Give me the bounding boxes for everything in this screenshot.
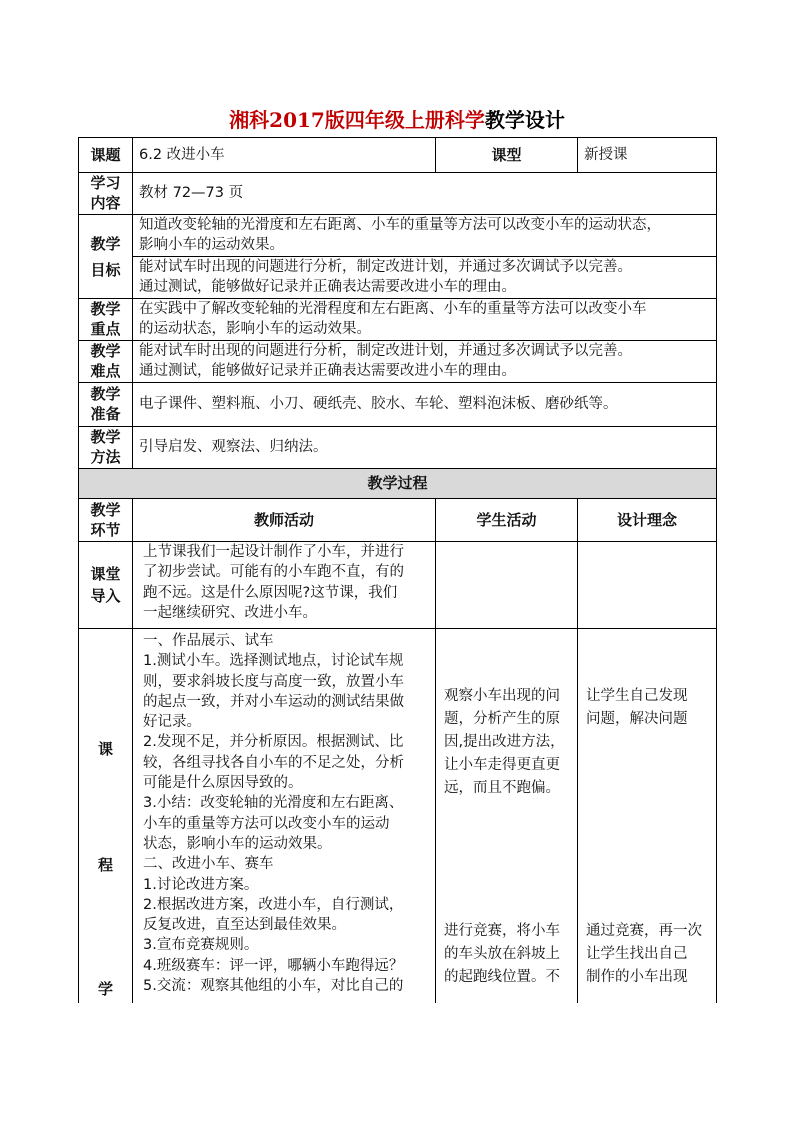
row-prep [79, 383, 717, 427]
main-teacher-line-9: 3.小结：改变轮轴的光滑度和左右距离、 [143, 795, 404, 812]
row-goals-1 [79, 215, 717, 257]
content-value: 教材 72—73 页 [133, 173, 717, 215]
student-line-1: 观察小车出现的问 [444, 688, 560, 704]
main-teacher [133, 629, 436, 1003]
goals-label-text: 教学目标 [90, 234, 121, 279]
row-intro [79, 542, 717, 629]
main-label-char-1: 课 [97, 740, 113, 758]
goal-1-line-1: 知道改变轮轴的光滑度和左右距离、小车的重量等方法可以改变小车的运动状态， [139, 217, 661, 233]
focus-label-text: 教学重点 [90, 300, 121, 338]
main-teacher-line-15: 反复改进，直至达到最佳效果。 [143, 917, 346, 934]
focus-value [133, 299, 717, 341]
main-teacher-line-8: 可能是什么原因导致的。 [143, 775, 303, 792]
idea-line-2: 问题，解决问题 [586, 711, 688, 727]
method-label [79, 427, 133, 469]
idea-line-3: 通过竞赛，再一次 [586, 923, 702, 939]
intro-line-4: 一起继续研究、改进小车。 [143, 604, 317, 621]
goals-label [79, 215, 133, 299]
main-label-char-2: 程 [97, 856, 113, 874]
topic-value: 6.2 改进小车 [133, 138, 436, 173]
goal-2-line-2: 通过测试，能够做好记录并正确表达需要改进小车的理由。 [139, 279, 516, 296]
focus-line-2: 的运动状态，影响小车的运动效果。 [139, 321, 371, 338]
difficulty-line-1: 能对试车时出现的问题进行分析，制定改进计划，并通过多次调试予以完善。 [139, 343, 632, 359]
student-line-4: 让小车走得更直更 [444, 757, 560, 773]
student-line-5: 远，而且不跑偏。 [444, 780, 560, 796]
intro-teacher [133, 542, 436, 629]
col-teacher-header: 教师活动 [133, 499, 436, 542]
student-line-2: 题，分析产生的原 [444, 711, 560, 727]
goal-1-line-2: 影响小车的运动效果。 [139, 237, 284, 254]
difficulty-value [133, 341, 717, 383]
goal-item-2 [133, 257, 717, 299]
main-teacher-line-4: 的起点一致，并对小车运动的测试结果做 [143, 693, 404, 710]
method-label-text: 教学方法 [90, 428, 121, 466]
content-label-text: 学习内容 [90, 174, 121, 212]
content-label [79, 173, 133, 215]
main-label-char-3: 学 [97, 980, 113, 998]
intro-label-text: 课堂导入 [90, 565, 121, 605]
col-stage-text: 教学环节 [90, 500, 121, 539]
main-teacher-line-6: 2.发现不足，并分析原因。根据测试、比 [143, 734, 404, 751]
col-student-header: 学生活动 [436, 499, 578, 542]
document-title [0, 104, 794, 133]
title-red-part: 湘科2017版四年级上册科学 [229, 108, 485, 132]
intro-line-1: 上节课我们一起设计制作了小车，并进行 [143, 544, 404, 560]
idea-line-1: 让学生自己发现 [586, 688, 688, 704]
goal-2-line-1: 能对试车时出现的问题进行分析，制定改进计划，并通过多次调试予以完善。 [139, 259, 632, 275]
process-heading: 教学过程 [79, 469, 717, 499]
row-difficulty [79, 341, 717, 383]
col-idea-header: 设计理念 [578, 499, 717, 542]
main-teacher-line-2: 1.测试小车。选择测试地点，讨论试车规 [143, 653, 404, 670]
difficulty-line-2: 通过测试，能够做好记录并正确表达需要改进小车的理由。 [139, 363, 516, 380]
difficulty-label [79, 341, 133, 383]
row-process-columns [79, 499, 717, 542]
row-content [79, 173, 717, 215]
focus-line-1: 在实践中了解改变轮轴的光滑程度和左右距离、小车的重量等方法可以改变小车 [139, 301, 647, 317]
topic-label: 课题 [79, 138, 133, 173]
col-stage-header [79, 499, 133, 542]
type-label: 课型 [436, 138, 578, 173]
student-line-7: 的车头放在斜坡上 [444, 946, 560, 962]
goal-item-1 [133, 215, 717, 257]
row-main [79, 629, 717, 1003]
row-topic [79, 138, 717, 173]
main-teacher-line-1: 一、作品展示、试车 [143, 633, 274, 649]
main-teacher-line-13: 1.讨论改进方案。 [143, 876, 259, 893]
student-line-3: 因,提出改进方法， [444, 734, 565, 750]
focus-label [79, 299, 133, 341]
idea-line-4: 让学生找出自己 [586, 946, 688, 962]
main-teacher-line-14: 2.根据改进方案，改进小车，自行测试， [143, 896, 404, 913]
main-stage-label [79, 629, 133, 1003]
main-teacher-line-7: 较，各组寻找各自小车的不足之处，分析 [143, 754, 404, 771]
intro-idea [578, 542, 717, 629]
main-teacher-line-10: 小车的重量等方法可以改变小车的运动 [143, 815, 390, 832]
student-line-8: 的起跑线位置。不 [444, 969, 560, 985]
prep-label-text: 教学准备 [90, 385, 121, 423]
intro-line-2: 了初步尝试。可能有的小车跑不直，有的 [143, 564, 404, 581]
lesson-plan-table [78, 137, 717, 1003]
intro-line-3: 跑不远。这是什么原因呢?这节课，我们 [143, 584, 398, 601]
main-idea [578, 629, 717, 1003]
student-line-6: 进行竞赛，将小车 [444, 923, 560, 939]
title-black-part: 教学设计 [484, 108, 565, 132]
difficulty-label-text: 教学难点 [90, 342, 121, 380]
method-value: 引导启发、观察法、归纳法。 [133, 427, 717, 469]
row-method [79, 427, 717, 469]
intro-label [79, 542, 133, 629]
main-teacher-line-16: 3.宣布竞赛规则。 [143, 937, 259, 954]
main-teacher-line-12: 二、改进小车、赛车 [143, 856, 274, 873]
main-teacher-line-3: 则，要求斜坡长度与高度一致，放置小车 [143, 673, 404, 690]
row-focus [79, 299, 717, 341]
main-teacher-line-18: 5.交流：观察其他组的小车，对比自己的 [143, 978, 404, 995]
row-process-heading [79, 469, 717, 499]
intro-student [436, 542, 578, 629]
main-teacher-line-5: 好记录。 [143, 714, 201, 731]
main-teacher-line-11: 状态，影响小车的运动效果。 [143, 835, 332, 852]
main-student [436, 629, 578, 1003]
main-teacher-line-17: 4.班级赛车：评一评，哪辆小车跑得远？ [143, 957, 404, 974]
idea-line-5: 制作的小车出现 [586, 969, 688, 985]
prep-label [79, 383, 133, 427]
type-value: 新授课 [578, 138, 717, 173]
prep-value: 电子课件、塑料瓶、小刀、硬纸壳、胶水、车轮、塑料泡沫板、磨砂纸等。 [133, 383, 717, 427]
row-goals-2 [79, 257, 717, 299]
